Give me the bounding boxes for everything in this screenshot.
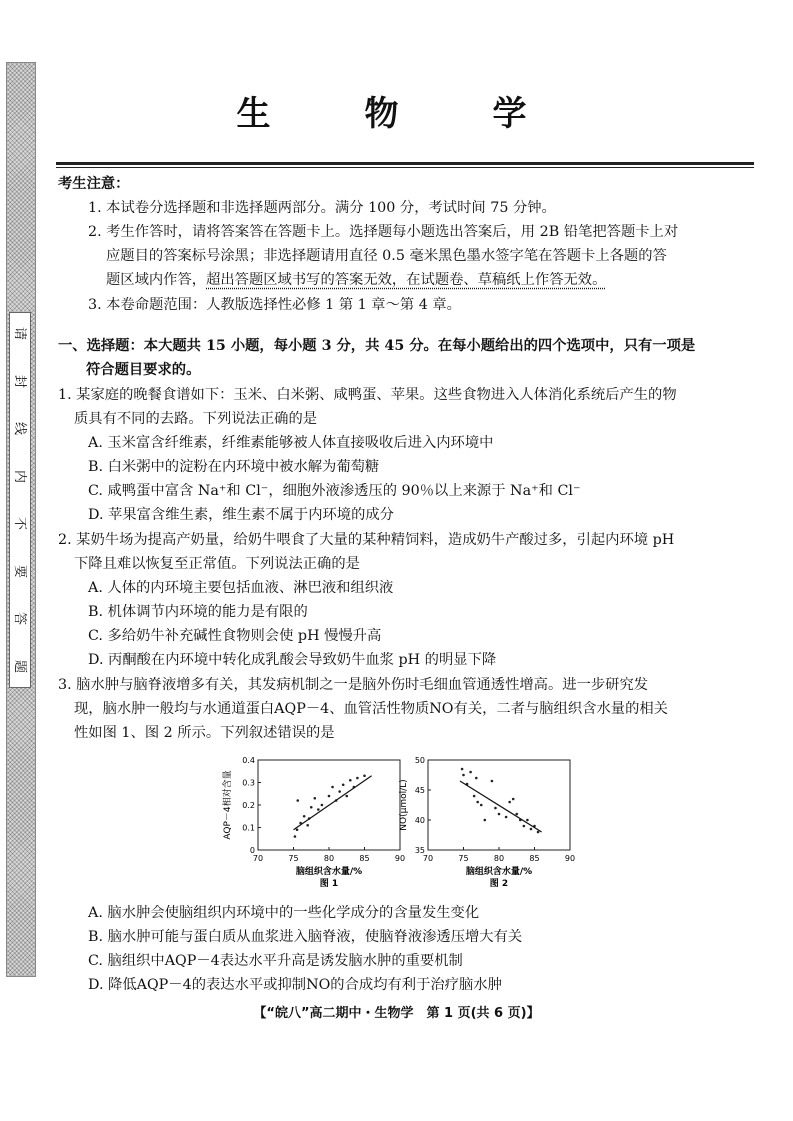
figure-caption: 图 2 xyxy=(489,879,509,889)
page-footer: 【“皖八”高二期中・生物学 第 1 页(共 6 页)】 xyxy=(253,1006,540,1021)
notice-item-2-line-2: 应题目的答案标号涂黑；非选择题请用直径 0.5 毫米黑色墨水签字笔在答题卡上各题的答 xyxy=(106,248,667,264)
scatter-point xyxy=(469,771,472,774)
q3-option-a: A. 脑水肿会使脑组织内环境中的一些化学成分的含量发生变化 xyxy=(88,905,480,921)
q2-option-b: B. 机体调节内环境的能力是有限的 xyxy=(88,604,308,620)
scatter-point xyxy=(342,783,345,786)
binding-char: 不 xyxy=(12,517,28,531)
q3-stem-line-1: 3. 脑水肿与脑脊液增多有关，其发病机制之一是脑外伤时毛细血管通透性增高。进一步研究发 xyxy=(58,677,649,693)
scatter-point xyxy=(530,828,533,831)
y-axis-label: NO(μmol/L) xyxy=(399,779,409,831)
scatter-point xyxy=(480,804,483,807)
scatter-point xyxy=(314,797,317,800)
binding-char: 题 xyxy=(12,659,28,673)
header-divider-thin xyxy=(56,167,754,168)
notice-item-1: 1. 本试卷分选择题和非选择题两部分。满分 100 分，考试时间 75 分钟。 xyxy=(88,200,556,216)
page-title: 生 物 学 xyxy=(236,94,557,134)
scatter-point xyxy=(523,825,526,828)
y-tick-label: 0.4 xyxy=(242,756,255,765)
y-tick-label: 0.1 xyxy=(242,823,255,833)
y-axis-label: AQP－4相对含量 xyxy=(223,770,233,840)
notice-item-2-line-3-start: 题区域内作答， xyxy=(106,272,207,288)
y-tick-label: 45 xyxy=(414,786,425,795)
q3-option-c: C. 脑组织中AQP－4表达水平升高是诱发脑水肿的重要机制 xyxy=(88,953,463,969)
q3-stem-line-3: 性如图 1、图 2 所示。下列叙述错误的是 xyxy=(74,725,335,741)
scatter-point xyxy=(491,780,494,783)
x-axis-label: 脑组织含水量/% xyxy=(295,867,363,877)
x-tick-label: 75 xyxy=(458,854,469,863)
scatter-point xyxy=(537,831,540,834)
x-tick-label: 85 xyxy=(359,854,370,863)
q2-option-c: C. 多给奶牛补充碱性食物则会使 pH 慢慢升高 xyxy=(88,628,382,644)
q2-option-d: D. 丙酮酸在内环境中转化成乳酸会导致奶牛血浆 pH 的明显下降 xyxy=(88,652,497,668)
x-tick-label: 85 xyxy=(529,854,540,863)
q1-option-b: B. 白米粥中的淀粉在内环境中被水解为葡萄糖 xyxy=(88,459,380,475)
scatter-point xyxy=(296,828,299,831)
notice-heading: 考生注意： xyxy=(58,176,130,192)
binding-char: 请 xyxy=(12,326,28,341)
y-tick-label: 0.3 xyxy=(242,778,255,788)
x-tick-label: 75 xyxy=(288,854,299,863)
x-tick-label: 90 xyxy=(564,854,576,863)
scatter-point xyxy=(303,815,306,818)
scatter-point xyxy=(306,824,309,827)
x-tick-label: 90 xyxy=(394,854,406,863)
binding-char: 答 xyxy=(12,612,28,626)
q3-figures xyxy=(220,752,590,897)
q1-option-a: A. 玉米富含纤维素，纤维素能够被人体直接吸收后进入内环境中 xyxy=(88,435,494,451)
notice-item-2-line-1: 2. 考生作答时，请将答案答在答题卡上。选择题每小题选出答案后，用 2B 铅笔把答题卡上对 xyxy=(88,224,679,240)
q3-option-d: D. 降低AQP－4的表达水平或抑制NO的合成均有利于治疗脑水肿 xyxy=(88,977,502,993)
q1-stem-line-2: 质具有不同的去路。下列说法正确的是 xyxy=(74,411,318,427)
scatter-point xyxy=(476,801,479,804)
binding-char: 内 xyxy=(12,469,28,483)
q3-charts-svg xyxy=(220,752,590,897)
scatter-point xyxy=(331,786,334,789)
q3-option-b: B. 脑水肿可能与蛋白质从血浆进入脑脊液，使脑脊液渗透压增大有关 xyxy=(88,929,523,945)
scatter-point xyxy=(475,777,478,780)
y-tick-label: 50 xyxy=(414,756,425,765)
scatter-point xyxy=(515,813,518,816)
scatter-point xyxy=(296,799,299,802)
scatter-point xyxy=(462,774,465,777)
binding-char: 封 xyxy=(12,374,28,388)
scatter-point xyxy=(498,813,501,816)
notice-item-2-line-3 xyxy=(106,270,606,290)
scatter-point xyxy=(321,804,324,807)
y-tick-label: 40 xyxy=(414,816,425,825)
q1-stem-line-1: 1. 某家庭的晚餐食谱如下：玉米、白米粥、咸鸭蛋、苹果。这些食物进入人体消化系统后产生的物 xyxy=(58,387,677,403)
scatter-point xyxy=(473,795,476,798)
scatter-point xyxy=(505,816,508,819)
trend-line xyxy=(294,776,372,830)
scatter-point xyxy=(494,807,497,810)
y-tick-label: 35 xyxy=(414,846,425,855)
scatter-point xyxy=(294,835,297,838)
x-tick-label: 80 xyxy=(493,854,505,863)
scatter-point xyxy=(363,774,366,777)
x-tick-label: 80 xyxy=(323,854,335,863)
binding-warning-label xyxy=(9,312,31,688)
scatter-point xyxy=(338,790,341,793)
q2-stem-line-2: 下降且难以恢复至正常值。下列说法正确的是 xyxy=(74,556,360,572)
scatter-point xyxy=(317,808,320,811)
q3-stem-line-2: 现，脑水肿一般均与水通道蛋白AQP－4、血管活性物质NO有关，二者与脑组织含水量的相关 xyxy=(74,701,668,717)
binding-char: 线 xyxy=(12,422,28,436)
scatter-point xyxy=(345,795,348,798)
notice-emphasis: 超出答题区域书写的答案无效，在试题卷、草稿纸上作答无效。 xyxy=(206,272,607,288)
x-tick-label: 70 xyxy=(252,854,264,863)
q2-option-a: A. 人体的内环境主要包括血液、淋巴液和组织液 xyxy=(88,580,394,596)
q1-option-d: D. 苹果富含维生素，维生素不属于内环境的成分 xyxy=(88,507,394,523)
scatter-point xyxy=(512,798,515,801)
scatter-point xyxy=(526,819,529,822)
figure-caption: 图 1 xyxy=(319,879,339,889)
binding-char: 要 xyxy=(12,564,28,578)
scatter-point xyxy=(328,795,331,798)
header-divider xyxy=(56,162,754,165)
y-tick-label: 0.2 xyxy=(242,801,255,810)
x-axis-label: 脑组织含水量/% xyxy=(465,867,533,877)
scatter-point xyxy=(349,779,352,782)
scatter-point xyxy=(461,768,464,771)
section-heading-line-2: 符合题目要求的。 xyxy=(86,362,201,378)
scatter-point xyxy=(484,819,487,822)
scatter-point xyxy=(356,777,359,780)
x-tick-label: 70 xyxy=(422,854,434,863)
notice-item-3: 3. 本卷命题范围：人教版选择性必修 1 第 1 章～第 4 章。 xyxy=(88,297,461,313)
trend-line xyxy=(460,781,542,832)
q2-stem-line-1: 2. 某奶牛场为提高产奶量，给奶牛喂食了大量的某种精饲料，造成奶牛产酸过多，引起内环境 pH xyxy=(58,532,675,548)
q1-option-c: C. 咸鸭蛋中富含 Na⁺和 Cl⁻，细胞外液渗透压的 90％以上来源于 Na⁺和 Cl⁻ xyxy=(88,483,581,499)
section-heading-line-1: 一、选择题：本大题共 15 小题，每小题 3 分，共 45 分。在每小题给出的四个选项中，只有一项是 xyxy=(58,338,696,354)
scatter-point xyxy=(310,806,313,809)
scatter-point xyxy=(508,801,511,804)
y-tick-label: 0 xyxy=(249,846,255,855)
